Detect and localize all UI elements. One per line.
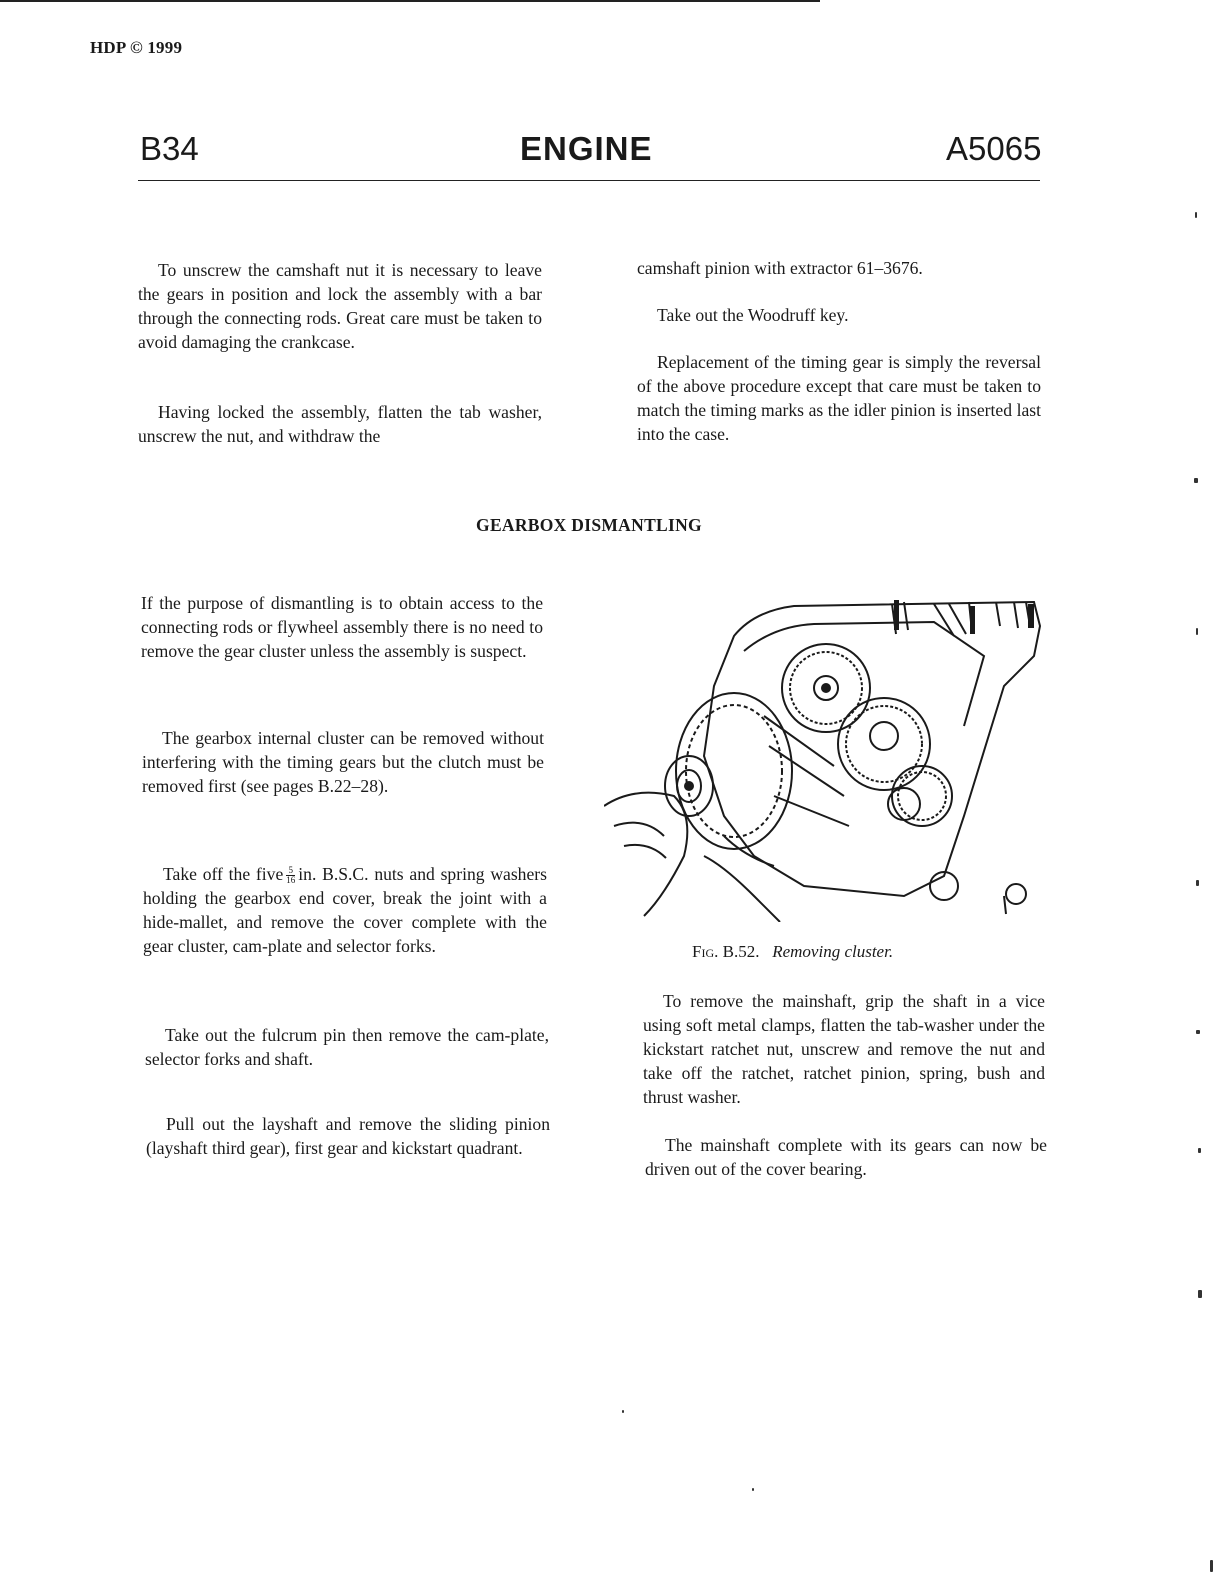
scan-speck bbox=[1196, 880, 1199, 886]
paragraph-locked-assembly: Having locked the assembly, flatten the tab washer, unscrew the nut, and withdraw the bbox=[138, 402, 542, 446]
paragraph-end-cover: Take off the five $\frac{5}{16}$ in. B.S.C. nuts and spring washers holding the gearbox end cover, break the joint with a hide-mallet, and remove the cover complete with the gear cluster, cam-plate and selector forks. bbox=[143, 864, 547, 956]
scan-speck bbox=[1210, 1560, 1213, 1572]
model-code: A5065 bbox=[946, 130, 1042, 167]
figure-title: Removing cluster. bbox=[772, 942, 894, 961]
paragraph-remove-mainshaft: To remove the mainshaft, grip the shaft in a vice using soft metal clamps, flatten the tab-washer under the kickstart ratchet nut, unscrew and remove the nut and take off the ratchet, ratchet pinion, spring, bush and thrust washer. bbox=[643, 991, 1045, 1107]
paragraph-woodruff-key: Take out the Woodruff key. bbox=[657, 305, 849, 325]
scan-speck bbox=[1196, 1030, 1200, 1034]
section-heading: GEARBOX DISMANTLING bbox=[476, 515, 702, 535]
paragraph-internal-cluster: The gearbox internal cluster can be removed without interfering with the timing gears but the clutch must be removed first (see pages B.22–28). bbox=[142, 728, 544, 796]
scan-speck bbox=[752, 1488, 754, 1491]
figure-label: Fig. B.52. bbox=[692, 942, 760, 961]
top-scan-line bbox=[0, 0, 820, 2]
scan-speck bbox=[1195, 212, 1197, 218]
copyright-notice: HDP © 1999 bbox=[90, 38, 183, 57]
fraction-five-sixteenths: $\frac{5}{16}$ bbox=[286, 865, 296, 886]
scan-speck bbox=[1196, 628, 1198, 635]
paragraph-fulcrum-pin: Take out the fulcrum pin then remove the cam-plate, selector forks and shaft. bbox=[145, 1025, 549, 1069]
scan-speck bbox=[1194, 478, 1198, 483]
paragraph-layshaft: Pull out the layshaft and remove the sliding pinion (layshaft third gear), first gear and kickstart quadrant. bbox=[146, 1114, 550, 1158]
gear-cluster-illustration bbox=[604, 596, 1044, 922]
paragraph-replacement-timing-gear: Replacement of the timing gear is simply the reversal of the above procedure except that care must be taken to match the timing marks as the idler pinion is inserted last into the case. bbox=[637, 352, 1041, 444]
scan-speck bbox=[622, 1410, 624, 1413]
figure-caption bbox=[692, 942, 893, 962]
scan-speck bbox=[1198, 1290, 1202, 1298]
page-title: ENGINE bbox=[520, 130, 653, 167]
header-rule bbox=[138, 180, 1040, 181]
page-code: B34 bbox=[140, 130, 199, 167]
paragraph-camshaft-nut: To unscrew the camshaft nut it is necessary to leave the gears in position and lock the assembly with a bar through the connecting rods. Great care must be taken to avoid damaging the crankcase. bbox=[138, 260, 542, 352]
paragraph-camshaft-pinion: camshaft pinion with extractor 61–3676. bbox=[637, 258, 923, 278]
scan-speck bbox=[1198, 1148, 1201, 1153]
paragraph-mainshaft-complete: The mainshaft complete with its gears can now be driven out of the cover bearing. bbox=[645, 1135, 1047, 1179]
paragraph-purpose-of-dismantling: If the purpose of dismantling is to obtain access to the connecting rods or flywheel assembly there is no need to remove the gear cluster unless the assembly is suspect. bbox=[141, 593, 543, 661]
